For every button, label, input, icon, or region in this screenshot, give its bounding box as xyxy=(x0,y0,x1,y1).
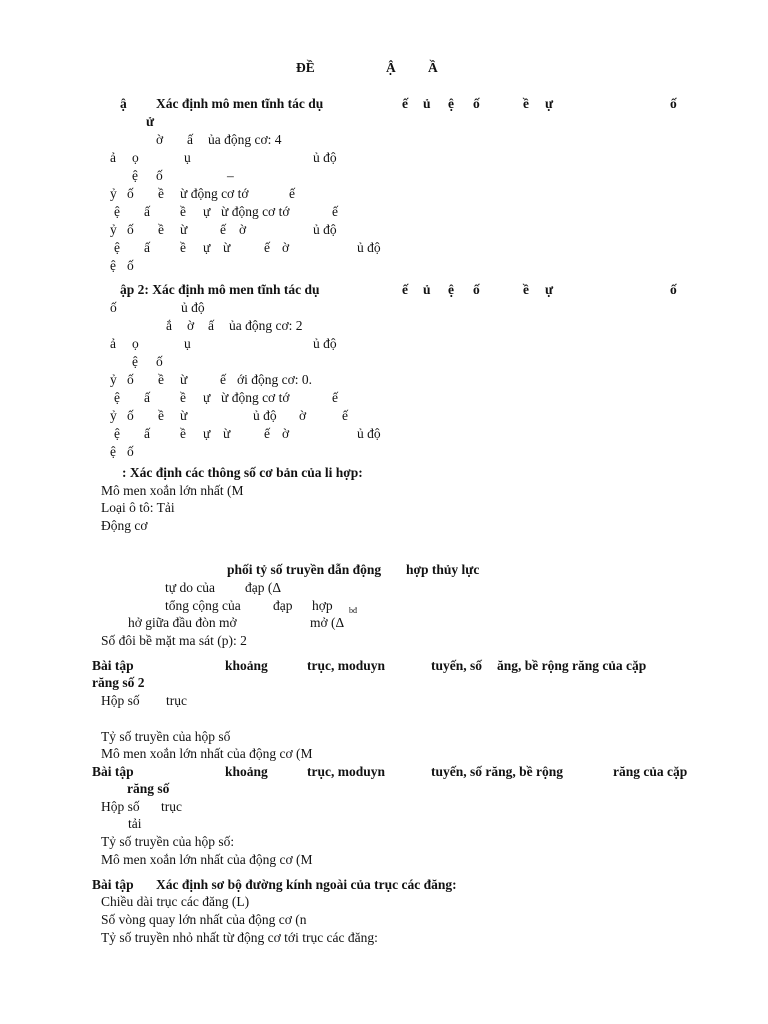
ex1-heading-fragment: ậ xyxy=(120,96,127,111)
ex1-line-fragment: ế xyxy=(289,186,295,201)
ex1-heading-fragment: ệ xyxy=(448,96,454,111)
ex6-heading-fragment: răng số xyxy=(127,781,170,796)
ex5-line-fragment: Mô men xoắn lớn nhất của động cơ (M xyxy=(101,746,313,761)
ex1-line-fragment: ự xyxy=(203,240,211,255)
ex2-heading-fragment: ề xyxy=(523,282,529,297)
ex2-line-fragment: ệ xyxy=(132,354,138,369)
ex2-line-fragment: ấ xyxy=(144,426,150,441)
ex4-line-fragment: đạp (Δ xyxy=(245,580,282,595)
ex2-line-fragment: ố xyxy=(127,444,134,459)
ex2-heading-fragment: ố xyxy=(473,282,480,297)
ex7-line: Chiều dài trục các đăng (L) xyxy=(101,894,250,909)
ex2-line-fragment: ọ xyxy=(132,336,139,351)
ex7-line: Số vòng quay lớn nhất của động cơ (n xyxy=(101,912,307,927)
ex2-line-fragment: ề xyxy=(158,408,164,423)
ex5-heading-fragment: ăng, bề rộng răng của cặp xyxy=(497,658,647,673)
ex1-line-fragment: ố xyxy=(156,168,163,183)
ex2-heading-fragment: ế xyxy=(402,282,408,297)
ex1-line-fragment: ủa động cơ: 4 xyxy=(208,132,282,147)
ex1-line-fragment: ọ xyxy=(132,150,139,165)
ex2-line-fragment: ỷ xyxy=(110,372,117,387)
ex1-line-fragment: ủ độ xyxy=(313,150,337,165)
ex2-line-fragment: ố xyxy=(127,408,134,423)
ex2-heading-fragment: ủ xyxy=(423,282,431,297)
ex3-heading: : Xác định các thông số cơ bản của li hợp: xyxy=(122,465,363,480)
ex2-heading-fragment: ố xyxy=(670,282,677,297)
ex1-line-fragment: ủ độ xyxy=(313,222,337,237)
ex4-subscript: bđ xyxy=(349,606,357,615)
ex1-line-fragment: ế xyxy=(264,240,270,255)
ex1-heading-fragment: ế xyxy=(402,96,408,111)
ex4-line-fragment: Số đôi bề mặt ma sát (p): 2 xyxy=(101,633,247,648)
ex2-line-fragment: ế xyxy=(332,390,338,405)
ex2-line-fragment: ề xyxy=(180,426,186,441)
ex1-line-fragment: ệ xyxy=(110,258,116,273)
ex2-heading-fragment: ự xyxy=(545,282,554,297)
ex1-heading-fragment: ủ xyxy=(423,96,431,111)
ex6-heading-fragment: răng của cặp xyxy=(613,764,688,779)
ex2-line-fragment: ệ xyxy=(114,390,120,405)
ex6-line-fragment: trục xyxy=(161,799,182,814)
ex2-heading-fragment: ủ độ xyxy=(181,300,205,315)
ex1-line-fragment: ừ động cơ tớ xyxy=(180,186,249,201)
ex4-line-fragment: tự do của xyxy=(165,580,216,595)
ex1-line-fragment: ả xyxy=(110,150,116,165)
ex2-line-fragment: ờ xyxy=(187,318,195,333)
ex1-line-fragment: ệ xyxy=(114,204,120,219)
ex1-line-fragment: ố xyxy=(127,258,134,273)
ex5-heading-fragment: trục, moduyn xyxy=(307,658,386,673)
ex1-line-fragment: ỷ xyxy=(110,222,117,237)
ex2-line-fragment: ừ động cơ tớ xyxy=(221,390,290,405)
ex1-heading-fragment: Xác định mô men tĩnh tác dụ xyxy=(156,96,324,111)
doc-title-part: Ậ xyxy=(386,60,396,75)
ex2-line-fragment: ự xyxy=(203,426,211,441)
ex2-line-fragment: ố xyxy=(127,372,134,387)
ex5-heading-fragment: khoảng xyxy=(225,658,268,673)
ex2-line-fragment: ệ xyxy=(110,444,116,459)
ex1-line-fragment: ừ động cơ tớ xyxy=(221,204,290,219)
ex6-line-fragment: tải xyxy=(128,816,142,831)
ex1-line-fragment: ụ xyxy=(184,150,191,165)
ex1-line-fragment: ệ xyxy=(114,240,120,255)
ex5-heading-fragment: răng số 2 xyxy=(92,675,145,690)
ex6-line-fragment: Hộp số xyxy=(101,799,140,814)
ex1-line-fragment: ừ xyxy=(180,222,188,237)
ex1-line-fragment: ỷ xyxy=(110,186,117,201)
ex2-line-fragment: ủ độ xyxy=(253,408,277,423)
ex4-line-fragment: hợp xyxy=(312,598,333,613)
ex1-line-fragment: ố xyxy=(127,222,134,237)
ex1-line-fragment: ệ xyxy=(132,168,138,183)
ex1-line-fragment: ấ xyxy=(144,204,150,219)
ex6-heading-fragment: khoảng xyxy=(225,764,268,779)
ex4-line-fragment: tổng cộng của xyxy=(165,598,241,613)
ex2-line-fragment: ề xyxy=(180,390,186,405)
ex5-heading-fragment: Bài tập xyxy=(92,658,134,673)
ex2-line-fragment: ế xyxy=(264,426,270,441)
ex6-heading-fragment: tuyến, số răng, bề rộng xyxy=(431,764,564,779)
ex1-line-fragment: – xyxy=(227,168,234,183)
doc-title-part: ĐỀ xyxy=(296,60,315,75)
ex1-heading-fragment: ố xyxy=(473,96,480,111)
ex1-line-fragment: ề xyxy=(158,222,164,237)
ex2-line-fragment: ự xyxy=(203,390,211,405)
doc-title-part: Ầ xyxy=(428,60,438,75)
ex2-line-fragment: ỷ xyxy=(110,408,117,423)
ex2-line-fragment: ờ xyxy=(299,408,307,423)
ex2-heading-fragment: ố xyxy=(110,300,117,315)
ex3-line: Mô men xoắn lớn nhất (M xyxy=(101,483,244,498)
ex1-line-fragment: ố xyxy=(127,186,134,201)
ex2-heading-fragment: ập 2: Xác định mô men tĩnh tác dụ xyxy=(120,282,320,297)
ex4-line-fragment: đạp xyxy=(273,598,293,613)
ex2-line-fragment: ấ xyxy=(208,318,214,333)
ex2-line-fragment: ả xyxy=(110,336,116,351)
ex2-line-fragment: ắ xyxy=(166,318,172,333)
ex5-heading-fragment: tuyến, số xyxy=(431,658,483,673)
ex2-line-fragment: ế xyxy=(342,408,348,423)
ex2-line-fragment: ới động cơ: 0. xyxy=(237,372,313,387)
ex2-line-fragment: ấ xyxy=(144,390,150,405)
ex5-line-fragment: Hộp số xyxy=(101,693,140,708)
ex5-line-fragment: Tỷ số truyền của hộp số xyxy=(101,729,231,744)
ex1-line-fragment: ề xyxy=(180,204,186,219)
ex1-line-fragment: ề xyxy=(180,240,186,255)
ex2-line-fragment: ừ xyxy=(180,408,188,423)
ex7-heading-fragment: Bài tập xyxy=(92,877,134,892)
ex4-heading-fragment: phối tỷ số truyền dẫn động xyxy=(227,562,382,577)
ex1-line-fragment: ự xyxy=(203,204,211,219)
ex1-line-fragment: ề xyxy=(158,186,164,201)
ex6-heading-fragment: Bài tập xyxy=(92,764,134,779)
ex1-line-fragment: ủ độ xyxy=(357,240,381,255)
ex1-line-fragment: ấ xyxy=(144,240,150,255)
ex1-heading-fragment: ề xyxy=(523,96,529,111)
ex2-line-fragment: ủ độ xyxy=(357,426,381,441)
ex1-heading-fragment: ự xyxy=(545,96,554,111)
ex3-line: Động cơ xyxy=(101,518,148,533)
ex6-line-fragment: Tỷ số truyền của hộp số: xyxy=(101,834,235,849)
ex3-line: Loại ô tô: Tải xyxy=(101,500,175,515)
ex2-line-fragment: ệ xyxy=(114,426,120,441)
ex2-line-fragment: ề xyxy=(158,372,164,387)
ex2-line-fragment: ừ xyxy=(223,426,231,441)
ex1-line-fragment: ờ xyxy=(239,222,247,237)
ex1-line-fragment: ế xyxy=(220,222,226,237)
ex6-heading-fragment: trục, moduyn xyxy=(307,764,386,779)
ex1-line-fragment: ừ xyxy=(223,240,231,255)
ex2-line-fragment: ủa động cơ: 2 xyxy=(229,318,303,333)
ex4-line-fragment: hở giữa đầu đòn mở xyxy=(128,615,237,630)
ex1-heading-fragment: ố xyxy=(670,96,677,111)
ex7-line: Tỷ số truyền nhỏ nhất từ động cơ tới trục các đăng: xyxy=(101,930,378,945)
ex1-line-fragment: ấ xyxy=(187,132,193,147)
ex2-line-fragment: ụ xyxy=(184,336,191,351)
ex5-line-fragment: trục xyxy=(166,693,187,708)
ex1-line-fragment: ờ xyxy=(282,240,290,255)
ex1-line-fragment: ờ xyxy=(156,132,164,147)
ex2-line-fragment: ố xyxy=(156,354,163,369)
ex2-heading-fragment: ệ xyxy=(448,282,454,297)
ex4-heading-fragment: hợp thủy lực xyxy=(406,562,480,577)
ex2-line-fragment: ủ độ xyxy=(313,336,337,351)
ex2-line-fragment: ừ xyxy=(180,372,188,387)
ex2-line-fragment: ế xyxy=(220,372,226,387)
ex2-line-fragment: ờ xyxy=(282,426,290,441)
ex4-line-fragment: mở (Δ xyxy=(310,615,345,630)
ex7-heading-fragment: Xác định sơ bộ đường kính ngoài của trục các đăng: xyxy=(156,877,457,892)
ex1-line-fragment: ế xyxy=(332,204,338,219)
ex6-line-fragment: Mô men xoắn lớn nhất của động cơ (M xyxy=(101,852,313,867)
ex1-heading-fragment: ử xyxy=(146,114,155,129)
